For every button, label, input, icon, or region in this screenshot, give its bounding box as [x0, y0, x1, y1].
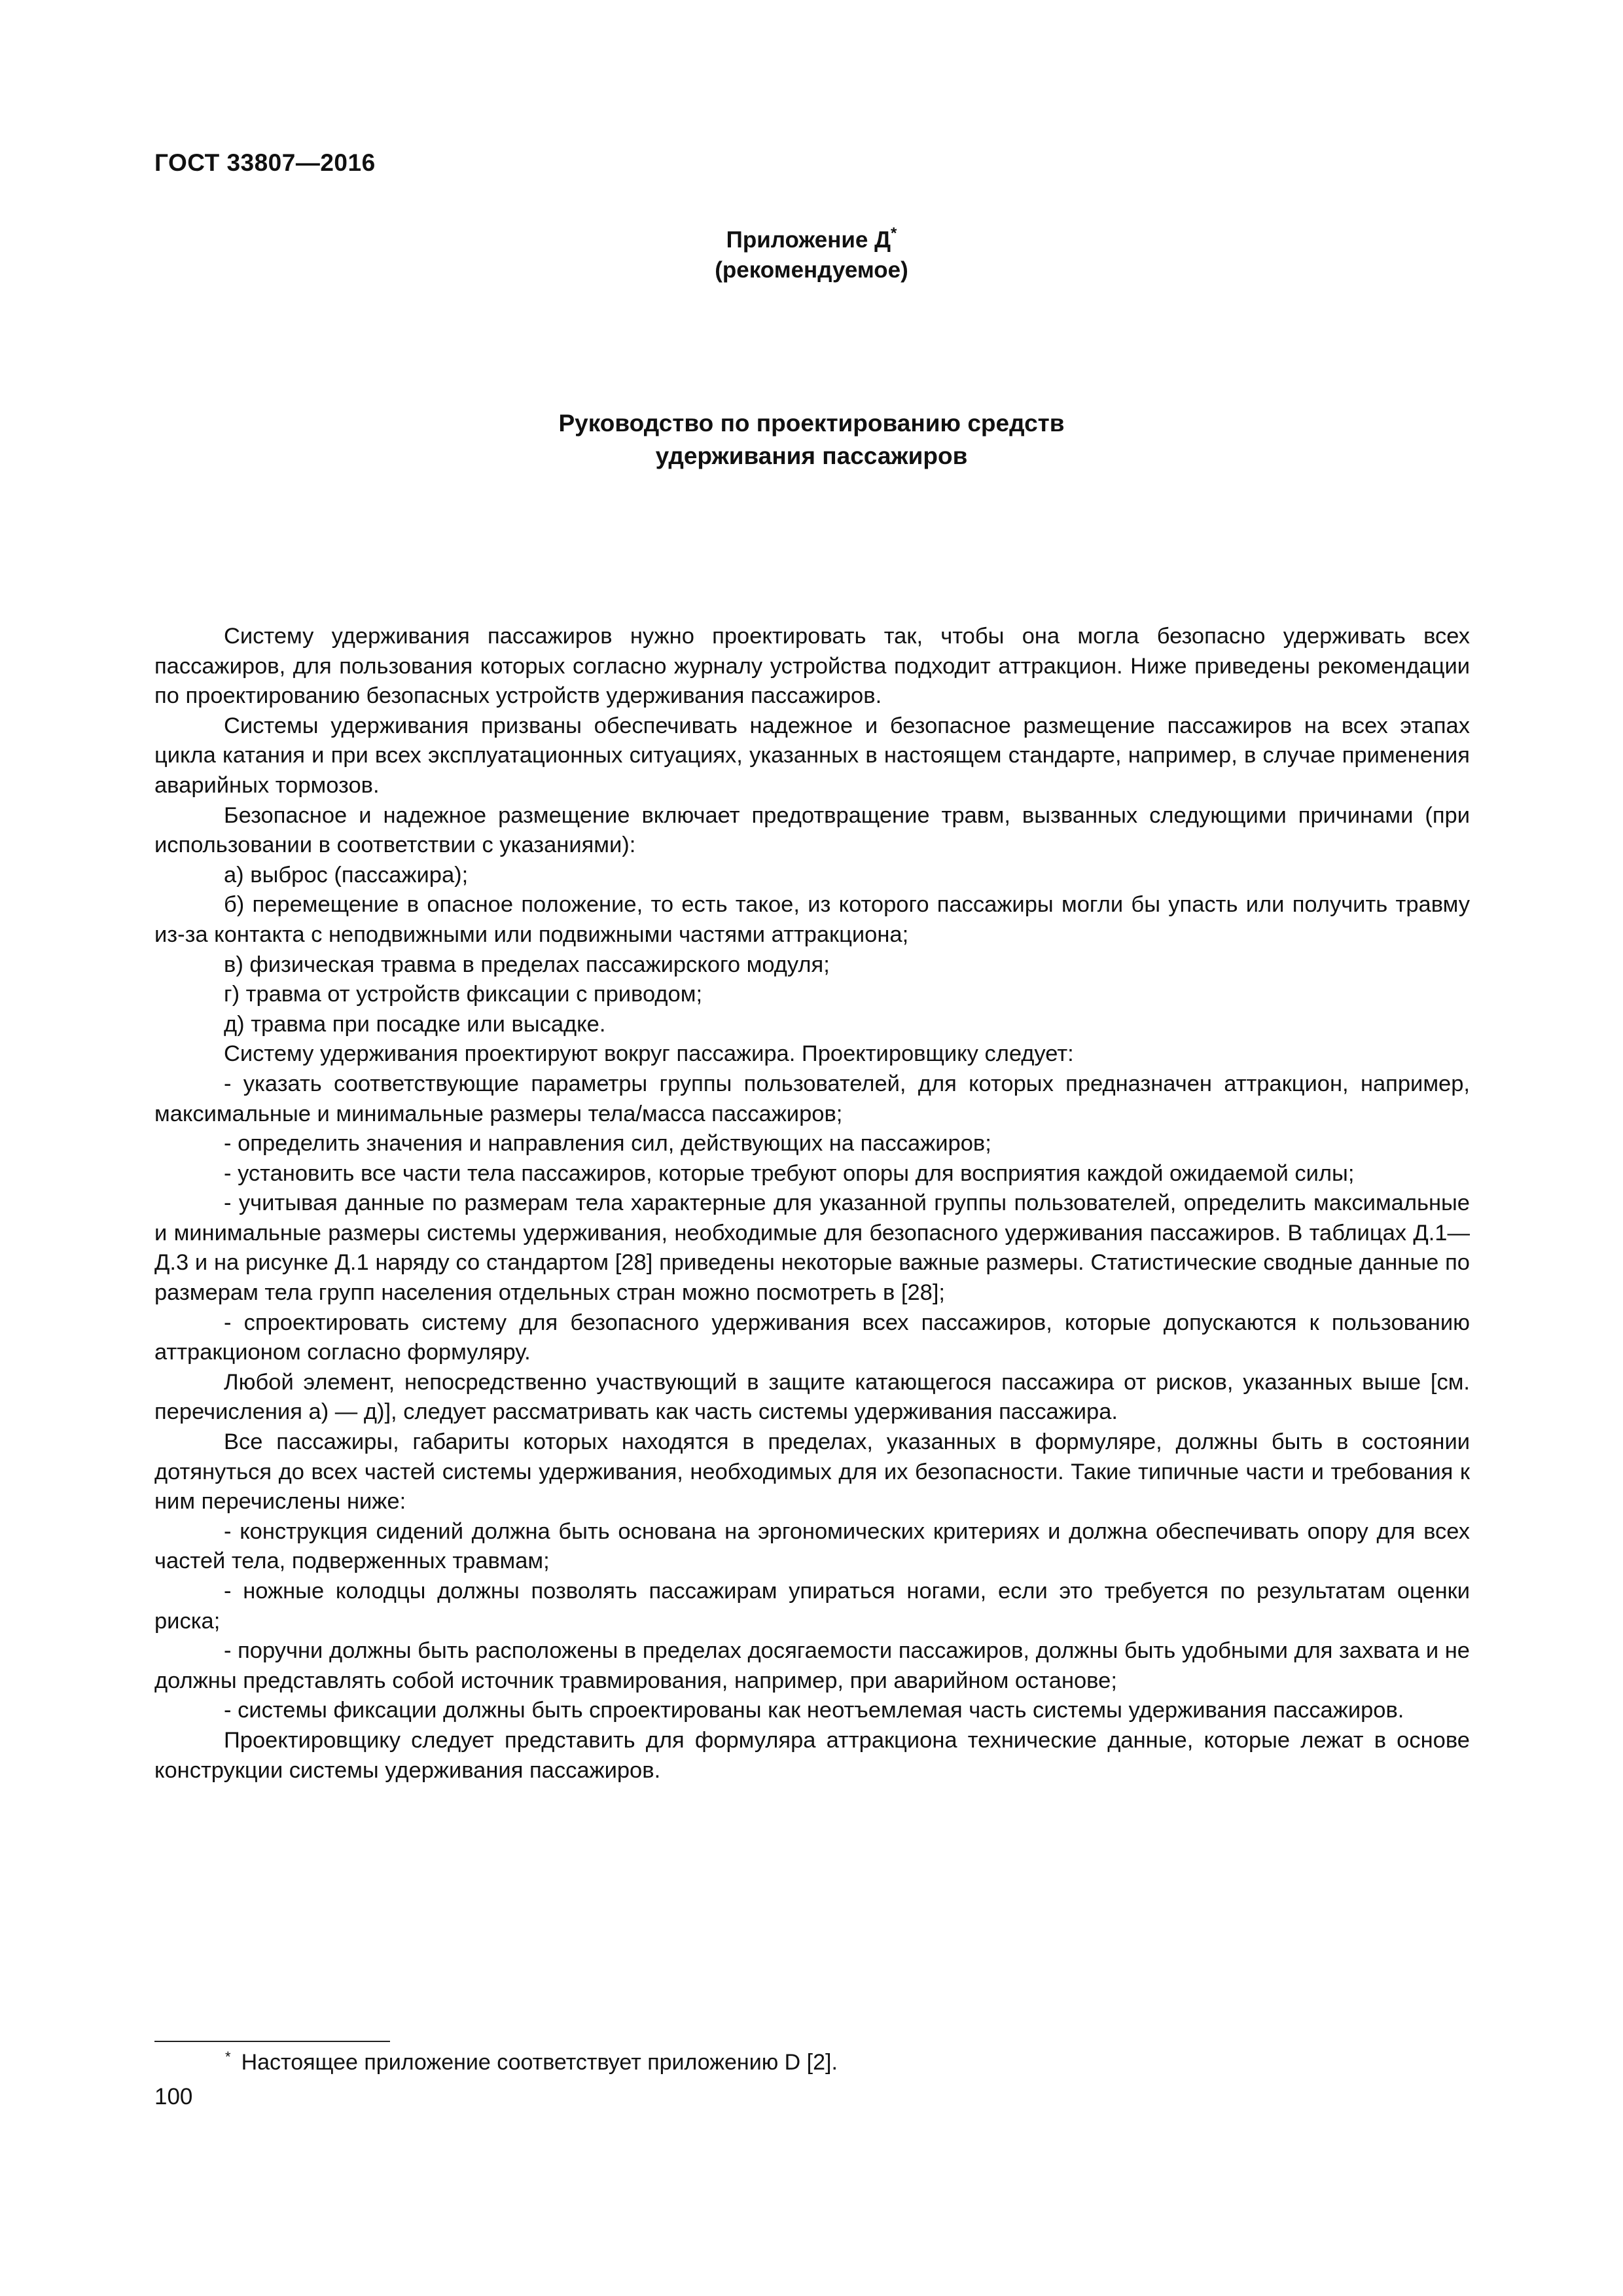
appendix-label-line	[0, 225, 1623, 255]
dash-item-forces: - определить значения и направления сил, действующих на пассажиров;	[224, 1131, 991, 1157]
footnote	[225, 2047, 838, 2077]
body-text	[154, 622, 1470, 1785]
page-number: 100	[154, 2084, 193, 2109]
appendix-status: (рекомендуемое)	[715, 257, 908, 283]
list-item-d: д) травма при посадке или высадке.	[224, 1011, 606, 1037]
dash-item-dimensions: - учитывая данные по размерам тела характерные для указанной группы пользователей, определить максимальные и минимальные размеры системы удерживания, необходимые для безопасного удерживания пассажиров. В таблицах Д.1—Д.3 и на рисунке Д.1 наряду со стандартом [28] приведены некоторые важные размеры. Статистические сводные данные по размерам тела групп населения отдельных стран можно посмотреть в [28];	[154, 1191, 1470, 1306]
paragraph-any-element: Любой элемент, непосредственно участвующий в защите катающегося пассажира от рисков, указанных выше [см. перечисления а) — д)], следует рассматривать как часть системы удерживания пассажира.	[154, 1369, 1470, 1425]
paragraph-designer-duties: Систему удерживания проектируют вокруг пассажира. Проектировщику следует:	[224, 1041, 1074, 1067]
list-item-b: б) перемещение в опасное положение, то есть такое, из которого пассажиры могли бы упасть или получить травму из-за контакта с неподвижными или подвижными частями аттракциона;	[154, 892, 1470, 947]
dash-item-locking: - системы фиксации должны быть спроектированы как неотъемлемая часть системы удерживания пассажиров.	[224, 1698, 1404, 1723]
title-line-1: Руководство по проектированию средств	[558, 410, 1065, 437]
document-standard-id: ГОСТ 33807—2016	[154, 149, 376, 176]
dash-item-design-system: - спроектировать систему для безопасного удерживания всех пассажиров, которые допускаются к пользованию аттракционом согласно формуляру.	[154, 1310, 1470, 1365]
appendix-label: Приложение Д	[726, 227, 891, 253]
list-item-a: а) выброс (пассажира);	[224, 862, 469, 888]
footnote-marker: *	[225, 2049, 231, 2065]
page-title	[0, 407, 1623, 473]
dash-item-user-params: - указать соответствующие параметры группы пользователей, для которых предназначен аттракцион, например, максимальные и минимальные размеры тела/масса пассажиров;	[154, 1071, 1470, 1126]
dash-item-body-parts: - установить все части тела пассажиров, которые требуют опоры для восприятия каждой ожидаемой силы;	[224, 1160, 1355, 1186]
appendix-heading	[0, 225, 1623, 285]
footnote-divider	[154, 2041, 390, 2042]
footnote-text: Настоящее приложение соответствует приложению D [2].	[241, 2050, 838, 2075]
paragraph-technical-data: Проектировщику следует представить для формуляра аттракциона технические данные, которые лежат в основе конструкции системы удерживания пассажиров.	[154, 1727, 1470, 1783]
paragraph-safe-placement: Безопасное и надежное размещение включает предотвращение травм, вызванных следующими причинами (при использовании в соответствии с указаниями):	[154, 802, 1470, 858]
list-item-g: г) травма от устройств фиксации с приводом;	[224, 982, 703, 1007]
paragraph-all-passengers: Все пассажиры, габариты которых находятся в пределах, указанных в формуляре, должны быть в состоянии дотянуться до всех частей системы удерживания, необходимых для их безопасности. Такие типичные части и требования к ним перечислены ниже:	[154, 1429, 1470, 1515]
title-line-2: удерживания пассажиров	[655, 442, 968, 469]
list-item-v: в) физическая травма в пределах пассажирского модуля;	[224, 952, 830, 977]
paragraph-intro: Систему удерживания пассажиров нужно проектировать так, чтобы она могла безопасно удерживать всех пассажиров, для пользования которых согласно журналу устройства подходит аттракцион. Ниже приведены рекомендации по проектированию безопасных устройств удерживания пассажиров.	[154, 624, 1470, 709]
dash-item-footwells: - ножные колодцы должны позволять пассажирам упираться ногами, если это требуется по результатам оценки риска;	[154, 1579, 1470, 1634]
paragraph-purpose: Системы удерживания призваны обеспечивать надежное и безопасное размещение пассажиров на всех этапах цикла катания и при всех эксплуатационных ситуациях, указанных в настоящем стандарте, например, в случае применения аварийных тормозов.	[154, 713, 1470, 798]
appendix-footnote-marker: *	[891, 224, 897, 242]
dash-item-handrails: - поручни должны быть расположены в пределах досягаемости пассажиров, должны быть удобными для захвата и не должны представлять собой источник травмирования, например, при аварийном останове;	[154, 1638, 1470, 1693]
dash-item-seats: - конструкция сидений должна быть основана на эргономических критериях и должна обеспечивать опору для всех частей тела, подверженных травмам;	[154, 1518, 1470, 1574]
